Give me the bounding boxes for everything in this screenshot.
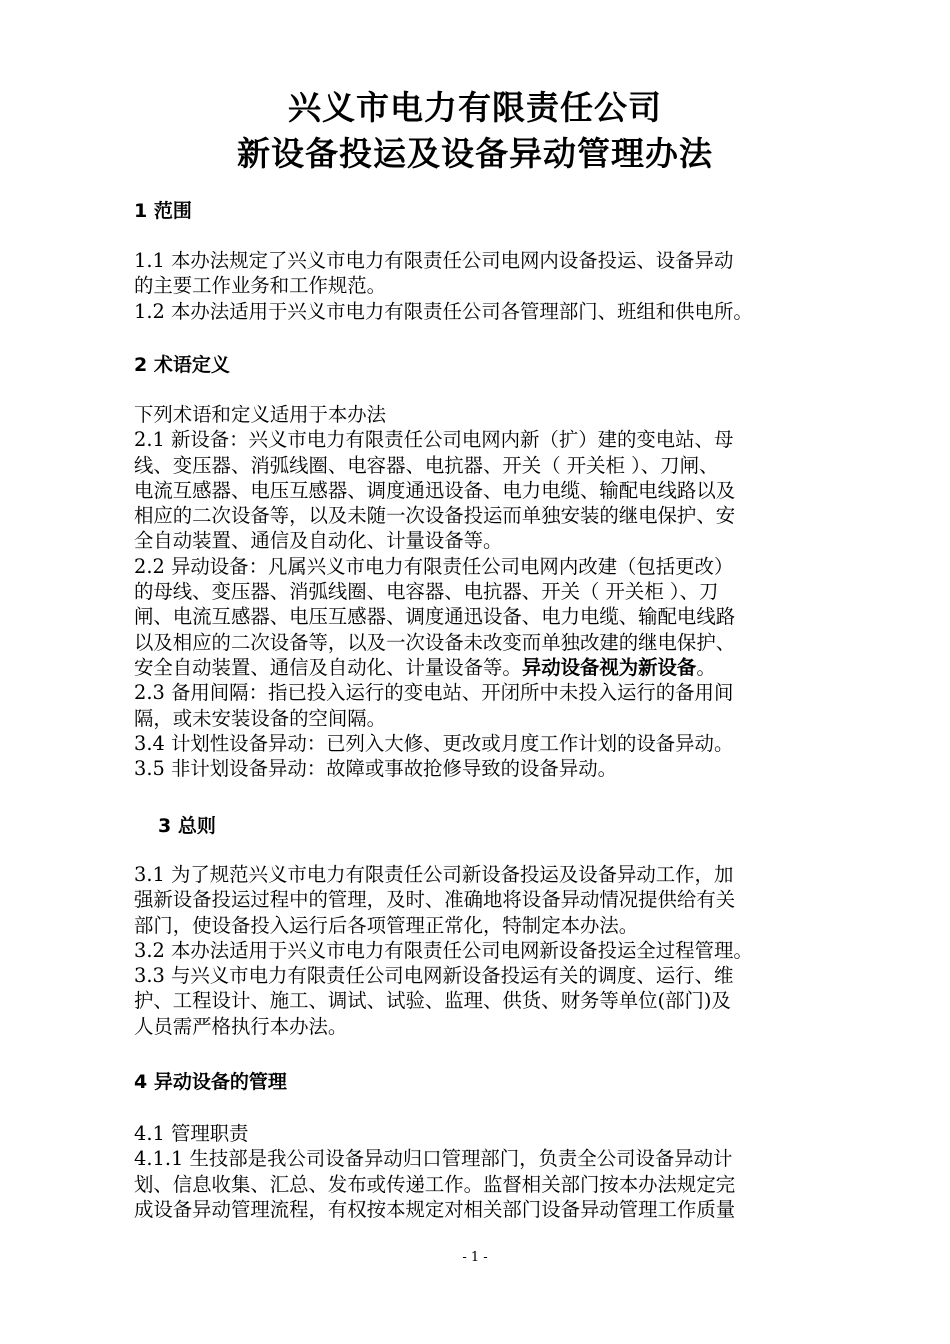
paragraph-line: 2.2 异动设备：凡属兴义市电力有限责任公司电网内改建（包括更改）: [134, 554, 734, 578]
paragraph-line: 闸、电流互感器、电压互感器、调度通迅设备、电力电缆、输配电线路: [134, 605, 736, 629]
line-text: 。: [696, 655, 716, 679]
paragraph-line: 以及相应的二次设备等，以及一次设备未改变而单独改建的继电保护、: [134, 630, 736, 654]
section-1-heading: 1 范围: [134, 200, 192, 222]
paragraph-line: 3.2 本办法适用于兴义市电力有限责任公司电网新设备投运全过程管理。: [134, 938, 753, 962]
paragraph-line: 部门，使设备投入运行后各项管理正常化，特制定本办法。: [134, 913, 639, 937]
paragraph-line: 2.3 备用间隔：指已投入运行的变电站、开闭所中未投入运行的备用间: [134, 681, 734, 705]
doc-title-line2: 新设备投运及设备异动管理办法: [237, 134, 713, 173]
section-2-body: [134, 402, 834, 781]
paragraph-line: 划、信息收集、汇总、发布或传递工作。监督相关部门按本办法规定完: [134, 1172, 736, 1196]
section-1-body: [134, 248, 834, 324]
section-3-body: [134, 862, 834, 1039]
paragraph-line: 3.1 为了规范兴义市电力有限责任公司新设备投运及设备异动工作，加: [134, 863, 734, 886]
paragraph-line: 电流互感器、电压互感器、调度通迅设备、电力电缆、输配电线路以及: [134, 478, 736, 502]
paragraph-line: 3.3 与兴义市电力有限责任公司电网新设备投运有关的调度、运行、维: [134, 964, 734, 988]
doc-title-line1: 兴义市电力有限责任公司: [288, 88, 662, 127]
section-2-heading: 2 术语定义: [134, 354, 230, 376]
line-text: 安全自动装置、通信及自动化、计量设备等。: [134, 655, 522, 679]
paragraph-line: 护、工程设计、施工、调试、试验、监理、供货、财务等单位(部门)及: [134, 989, 731, 1013]
paragraph-line: 3.5 非计划设备异动：故障或事故抢修导致的设备异动。: [134, 757, 617, 781]
paragraph-line: 人员需严格执行本办法。: [134, 1014, 348, 1038]
paragraph-line: 强新设备投运过程中的管理，及时、准确地将设备异动情况提供给有关: [134, 888, 736, 912]
paragraph-line: 2.1 新设备：兴义市电力有限责任公司电网内新（扩）建的变电站、母: [134, 428, 734, 452]
paragraph-line: 1.2 本办法适用于兴义市电力有限责任公司各管理部门、班组和供电所。: [134, 299, 753, 323]
paragraph-line: 相应的二次设备等，以及未随一次设备投运而单独安装的继电保护、安: [134, 504, 736, 528]
paragraph-line: 下列术语和定义适用于本办法: [134, 403, 387, 426]
paragraph-line: 4.1.1 生技部是我公司设备异动归口管理部门，负责全公司设备异动计: [134, 1147, 733, 1171]
emphasis-text: 异动设备视为新设备: [521, 655, 697, 679]
paragraph-line: 全自动装置、通信及自动化、计量设备等。: [134, 529, 503, 553]
paragraph-line: 的主要工作业务和工作规范。: [134, 274, 387, 298]
page-number: - 1 -: [462, 1250, 488, 1265]
section-4-body: [134, 1121, 834, 1222]
paragraph-line: 的母线、变压器、消弧线圈、电容器、电抗器、开关（ 开关柜 ）、刀: [134, 580, 719, 604]
paragraph-line: [134, 655, 834, 680]
section-3-heading: 3 总则: [158, 815, 216, 837]
paragraph-line: 成设备异动管理流程，有权按本规定对相关部门设备异动管理工作质量: [134, 1197, 736, 1221]
paragraph-line: 线、变压器、消弧线圈、电容器、电抗器、开关（ 开关柜 ）、刀闸、: [134, 453, 719, 477]
paragraph-line: 4.1 管理职责: [134, 1122, 249, 1145]
paragraph-line: 1.1 本办法规定了兴义市电力有限责任公司电网内设备投运、设备异动: [134, 249, 734, 272]
paragraph-line: 隔，或未安装设备的空间隔。: [134, 706, 387, 730]
paragraph-line: 3.4 计划性设备异动：已列入大修、更改或月度工作计划的设备异动。: [134, 731, 734, 755]
section-4-heading: 4 异动设备的管理: [134, 1071, 287, 1093]
